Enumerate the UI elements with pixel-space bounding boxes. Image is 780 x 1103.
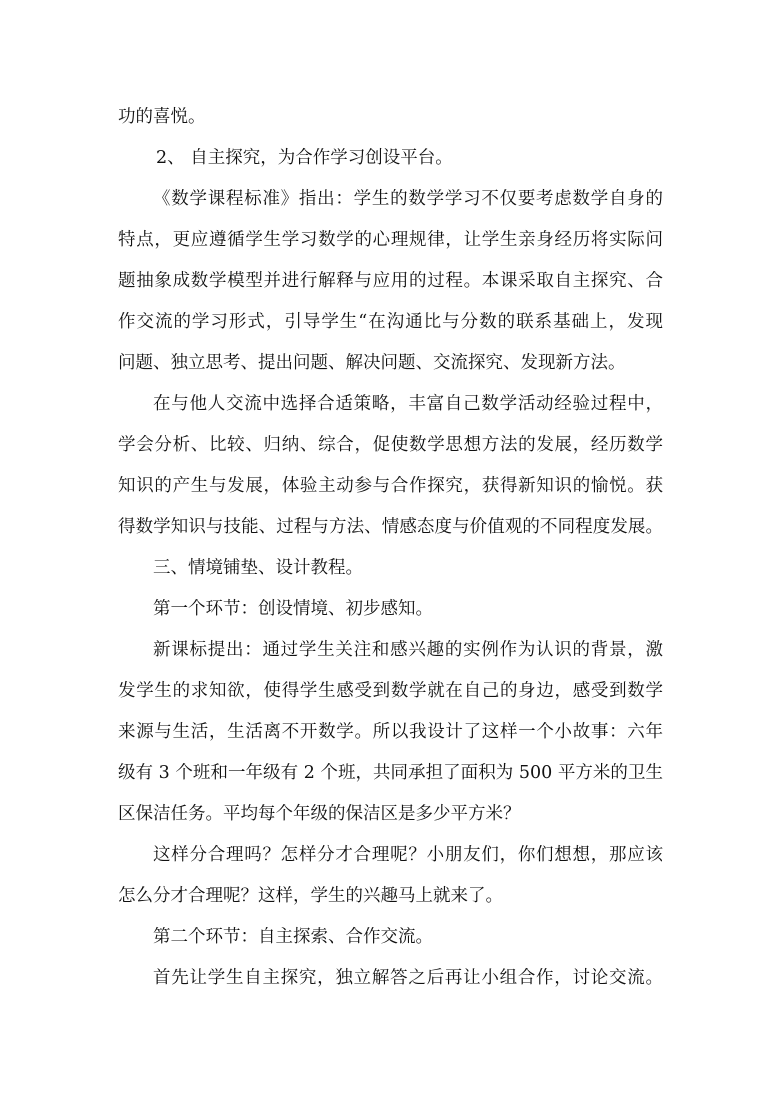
paragraph-line: 特点，更应遵循学生学习数学的心理规律，让学生亲身经历将实际问 <box>118 230 663 250</box>
paragraph-line: 发学生的求知欲，使得学生感受到数学就在自己的身边，感受到数学 <box>118 681 663 701</box>
paragraph-line: 作交流的学习形式，引导学生“在沟通比与分数的联系基础上，发现 <box>118 312 663 332</box>
paragraph-line: 这样分合理吗？怎样分才合理呢？小朋友们，你们想想，那应该 <box>153 845 663 865</box>
paragraph-line: 《数学课程标准》指出：学生的数学学习不仅要考虑数学自身的 <box>153 189 663 209</box>
paragraph-line: 首先让学生自主探究，独立解答之后再让小组合作，讨论交流。 <box>153 968 663 988</box>
paragraph-line: 功的喜悦。 <box>118 107 206 127</box>
subsection-heading: 第一个环节：创设情境、初步感知。 <box>153 599 433 619</box>
paragraph-line: 新课标提出：通过学生关注和感兴趣的实例作为认识的背景，激 <box>153 640 663 660</box>
paragraph-line: 在与他人交流中选择合适策略，丰富自己数学活动经验过程中， <box>153 394 663 414</box>
document-body <box>118 97 663 999</box>
paragraph-line: 学会分析、比较、归纳、综合，促使数学思想方法的发展，经历数学 <box>118 435 663 455</box>
paragraph-line: 题抽象成数学模型并进行解释与应用的过程。本课采取自主探究、合 <box>118 271 663 291</box>
section-heading: 2、 自主探究，为合作学习创设平台。 <box>156 148 453 168</box>
paragraph-line: 问题、独立思考、提出问题、解决问题、交流探究、发现新方法。 <box>118 353 626 373</box>
subsection-heading: 第二个环节：自主探索、合作交流。 <box>153 927 433 947</box>
paragraph-line: 知识的产生与发展，体验主动参与合作探究，获得新知识的愉悦。获 <box>118 476 663 496</box>
section-heading: 三、情境铺垫、设计教程。 <box>153 558 363 578</box>
paragraph-line: 怎么分才合理呢？这样，学生的兴趣马上就来了。 <box>118 886 503 906</box>
paragraph-line: 来源与生活，生活离不开数学。所以我设计了这样一个小故事：六年 <box>118 722 663 742</box>
paragraph-line: 级有 3 个班和一年级有 2 个班，共同承担了面积为 500 平方米的卫生 <box>118 763 663 783</box>
paragraph-line: 得数学知识与技能、过程与方法、情感态度与价值观的不同程度发展。 <box>118 517 663 537</box>
paragraph-line: 区保洁任务。平均每个年级的保洁区是多少平方米？ <box>118 804 521 824</box>
